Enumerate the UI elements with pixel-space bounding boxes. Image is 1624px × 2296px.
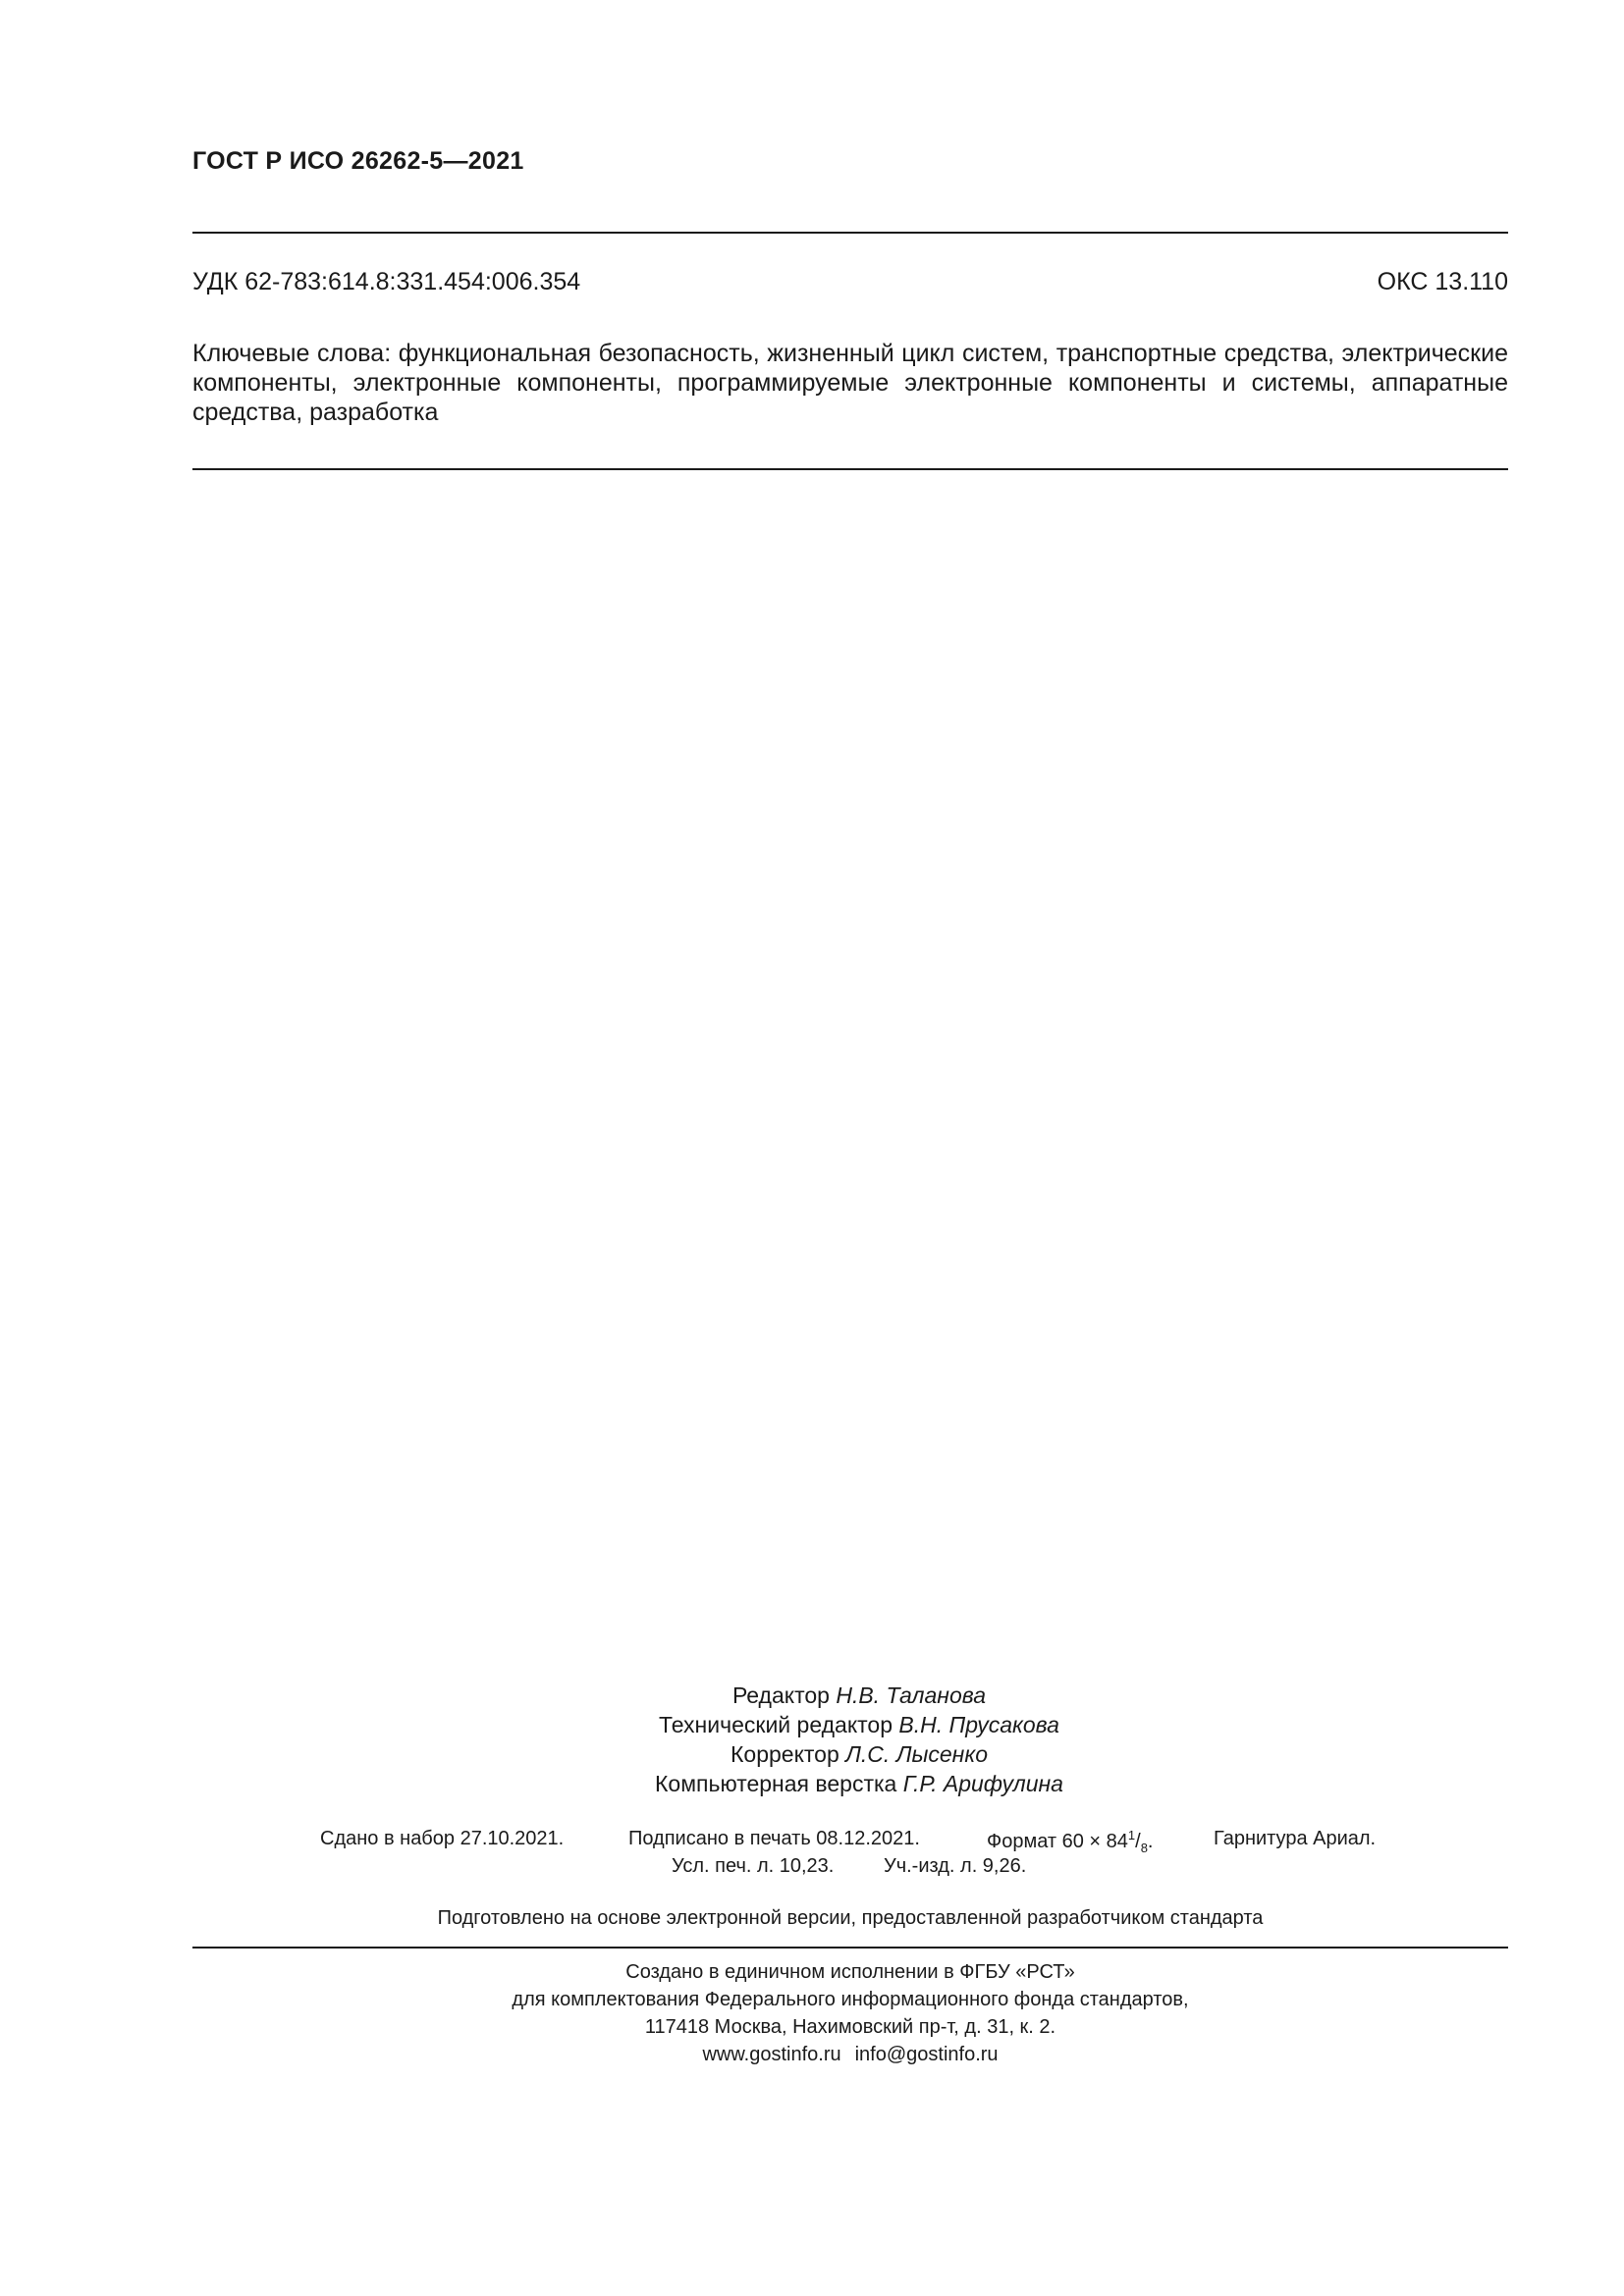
- staff-role: Корректор: [731, 1741, 839, 1767]
- footer-divider: [192, 1947, 1508, 1949]
- footer-line-1: Создано в единичном исполнении в ФГБУ «РСТ»: [625, 1961, 1075, 1983]
- footer-line-2: для комплектования Федерального информационного фонда стандартов,: [512, 1989, 1189, 2010]
- format-denominator: 8: [1140, 1841, 1148, 1855]
- format-numerator: 1: [1127, 1828, 1136, 1842]
- keywords-paragraph: Ключевые слова: функциональная безопасность, жизненный цикл систем, транспортные средства, электрические компоненты, электронные компоненты, программируемые электронные компоненты и системы, аппаратные средства, разработка: [192, 340, 1508, 426]
- format-prefix: Формат 60 × 84: [987, 1831, 1128, 1852]
- footer-contacts: [192, 2044, 1508, 2066]
- staff-role: Компьютерная верстка: [655, 1771, 897, 1796]
- format-suffix: .: [1147, 1831, 1154, 1852]
- staff-name: В.Н. Прусакова: [898, 1712, 1059, 1737]
- staff-proofreader: [589, 1741, 1129, 1768]
- staff-role: Редактор: [731, 1682, 830, 1708]
- udk-code: УДК 62-783:614.8:331.454:006.354: [192, 268, 581, 295]
- standard-code: ГОСТ Р ИСО 26262-5—2021: [192, 147, 524, 175]
- typeface: Гарнитура Ариал.: [1214, 1828, 1377, 1849]
- paper-format: Формат $60 \times 84^1/_8$.: [987, 1828, 1154, 1855]
- oks-code: ОКС 13.110: [1377, 268, 1508, 295]
- staff-name: Г.Р. Арифулина: [902, 1771, 1063, 1796]
- staff-layout: [589, 1771, 1129, 1797]
- keywords-divider: [192, 468, 1508, 470]
- staff-technical-editor: [589, 1712, 1129, 1738]
- staff-role: Технический редактор: [659, 1712, 893, 1737]
- typeset-date: Сдано в набор 27.10.2021.: [320, 1828, 565, 1849]
- print-sheets: Усл. печ. л. 10,23.: [672, 1855, 835, 1877]
- prepared-note: Подготовлено на основе электронной версии, предоставленной разработчиком стандарта: [437, 1907, 1264, 1929]
- publisher-sheets: Уч.-изд. л. 9,26.: [884, 1855, 1027, 1877]
- staff-name: Л.С. Лысенко: [845, 1741, 988, 1767]
- email-link[interactable]: info@gostinfo.ru: [854, 2044, 999, 2065]
- staff-editor: [589, 1682, 1129, 1709]
- staff-name: Н.В. Таланова: [836, 1682, 987, 1708]
- top-divider: [192, 232, 1508, 234]
- signed-date: Подписано в печать 08.12.2021.: [628, 1828, 920, 1849]
- footer-address: 117418 Москва, Нахимовский пр-т, д. 31, к. 2.: [644, 2016, 1056, 2038]
- website-link[interactable]: www.gostinfo.ru: [702, 2044, 841, 2065]
